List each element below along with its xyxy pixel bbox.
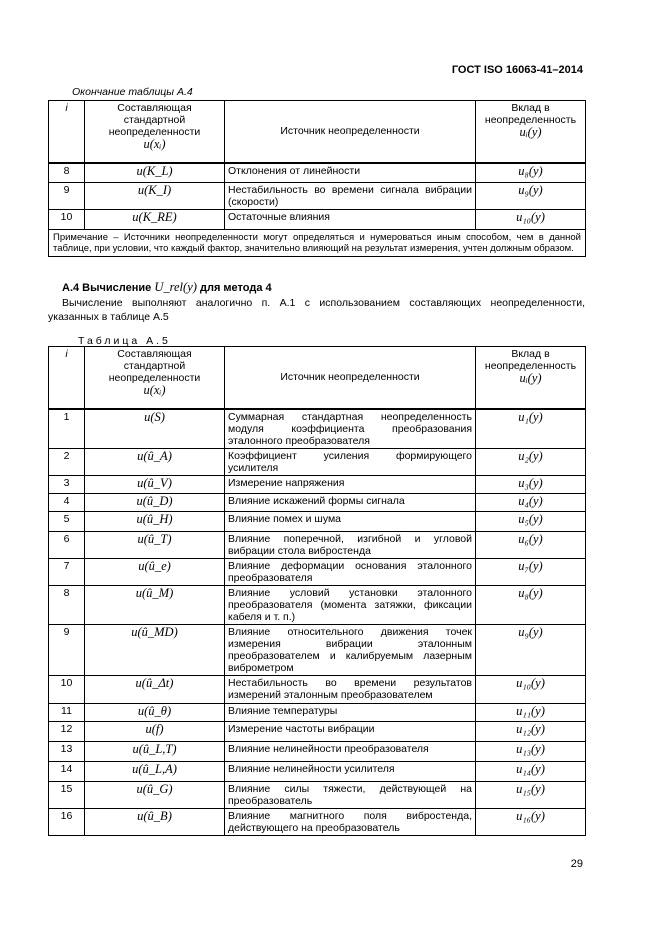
table-row: [49, 475, 586, 493]
cell-sym: u(û_V): [85, 475, 225, 493]
col-component-header: Составляющая стандартной неопределенности u(xᵢ): [85, 347, 225, 409]
cell-src: Влияние температуры: [225, 703, 476, 721]
cell-con: u₆(y): [476, 531, 586, 558]
cell-src: Суммарная стандартная неопределенность модуля коэффициента преобразования эталонного преобразователя: [225, 409, 476, 449]
cell-sym: u(S): [85, 409, 225, 449]
section-paragraph: Вычисление выполняют аналогично п. А.1 с использованием составляющих неопределенности, указанных в таблице А.5: [48, 297, 585, 323]
table-row: [49, 721, 586, 741]
table-row: [49, 761, 586, 781]
cell-sym: u(û_B): [85, 808, 225, 835]
table-row: [49, 511, 586, 531]
cell-i: 11: [49, 703, 85, 721]
cell-src: Влияние помех и шума: [225, 511, 476, 531]
table-row: [49, 585, 586, 624]
cell-src: Влияние поперечной, изгибной и угловой вибрации стола вибростенда: [225, 531, 476, 558]
cell-sym: u(û_T): [85, 531, 225, 558]
cell-src: Влияние деформации основания эталонного преобразователя: [225, 558, 476, 585]
cell-con: u₁₁(y): [476, 703, 586, 721]
cell-con: u₁₆(y): [476, 808, 586, 835]
cell-sym: u(û_G): [85, 781, 225, 808]
table-row: 10 u(K_RE) Остаточные влияния u₁₀(y): [49, 210, 586, 230]
table-row: 8 u(K_L) Отклонения от линейности u₈(y): [49, 163, 586, 183]
table-row: [49, 624, 586, 675]
cell-i: 15: [49, 781, 85, 808]
cell-src: Влияние магнитного поля вибростенда, действующего на преобразователь: [225, 808, 476, 835]
cell-con: u₂(y): [476, 448, 586, 475]
table-row: [49, 703, 586, 721]
table-row: [49, 558, 586, 585]
cell-i: 12: [49, 721, 85, 741]
cell-con: u₉(y): [476, 624, 586, 675]
cell-i: 10: [49, 675, 85, 703]
col-contribution-header: Вклад в неопределенность uᵢ(y): [476, 101, 586, 163]
table-a4: [48, 100, 586, 257]
cell-sym: u(û_MD): [85, 624, 225, 675]
table-row: [49, 675, 586, 703]
section-heading: А.4 Вычисление U_rel(y) для метода 4: [62, 280, 272, 294]
col-component-header: Составляющая стандартной неопределенности u(xᵢ): [85, 101, 225, 163]
table-a4-caption: Окончание таблицы А.4: [72, 86, 193, 98]
cell-sym: u(û_L,T): [85, 741, 225, 761]
table-row: [49, 741, 586, 761]
cell-con: u₅(y): [476, 511, 586, 531]
table-a5: [48, 346, 586, 836]
cell-con: u₈(y): [476, 585, 586, 624]
cell-sym: u(û_H): [85, 511, 225, 531]
cell-src: Влияние относительного движения точек измерения вибрации эталонным преобразователем и калибруемым лазерным виброметром: [225, 624, 476, 675]
cell-con: u₁₃(y): [476, 741, 586, 761]
cell-sym: u(û_Δt): [85, 675, 225, 703]
cell-i: 7: [49, 558, 85, 585]
document-code: ГОСТ ISO 16063-41–2014: [451, 64, 583, 76]
cell-src: Влияние условий установки эталонного преобразователя (момента затяжки, фиксации кабеля и т. п.): [225, 585, 476, 624]
table-row: [49, 448, 586, 475]
cell-i: 3: [49, 475, 85, 493]
cell-src: Влияние силы тяжести, действующей на преобразователь: [225, 781, 476, 808]
table-row: 9 u(K_I) Нестабильность во времени сигнала вибрации (скорости) u₉(y): [49, 183, 586, 210]
cell-sym: u(û_θ): [85, 703, 225, 721]
cell-i: 14: [49, 761, 85, 781]
cell-sym: u(û_D): [85, 493, 225, 511]
cell-src: Измерение напряжения: [225, 475, 476, 493]
table-row: [49, 781, 586, 808]
cell-con: u₄(y): [476, 493, 586, 511]
cell-src: Влияние нелинейности преобразователя: [225, 741, 476, 761]
cell-src: Коэффициент усиления формирующего усилителя: [225, 448, 476, 475]
col-source-header: Источник неопределенности: [225, 347, 476, 409]
cell-con: u₁₀(y): [476, 675, 586, 703]
table-row: [49, 531, 586, 558]
table-row: [49, 808, 586, 835]
page-number: 29: [570, 858, 583, 870]
cell-con: u₁₅(y): [476, 781, 586, 808]
table-a5-caption: Таблица А.5: [78, 335, 171, 347]
cell-i: 8: [49, 585, 85, 624]
col-contribution-header: Вклад в неопределенность uᵢ(y): [476, 347, 586, 409]
cell-src: Нестабильность во времени результатов измерений эталонным преобразователем: [225, 675, 476, 703]
cell-con: u₇(y): [476, 558, 586, 585]
table-row: [49, 493, 586, 511]
cell-sym: u(û_L,A): [85, 761, 225, 781]
cell-con: u₁₂(y): [476, 721, 586, 741]
cell-i: 16: [49, 808, 85, 835]
cell-i: 5: [49, 511, 85, 531]
cell-sym: u(û_e): [85, 558, 225, 585]
cell-src: Влияние нелинейности усилителя: [225, 761, 476, 781]
table-row: [49, 409, 586, 449]
cell-i: 1: [49, 409, 85, 449]
cell-i: 6: [49, 531, 85, 558]
cell-sym: u(û_A): [85, 448, 225, 475]
cell-i: 2: [49, 448, 85, 475]
cell-con: u₁₄(y): [476, 761, 586, 781]
cell-sym: u(û_M): [85, 585, 225, 624]
cell-con: u₃(y): [476, 475, 586, 493]
cell-src: Измерение частоты вибрации: [225, 721, 476, 741]
col-i-header: i: [49, 347, 85, 409]
cell-src: Влияние искажений формы сигнала: [225, 493, 476, 511]
col-i-header: i: [49, 101, 85, 163]
col-source-header: Источник неопределенности: [225, 101, 476, 163]
cell-i: 9: [49, 624, 85, 675]
cell-i: 13: [49, 741, 85, 761]
cell-con: u₁(y): [476, 409, 586, 449]
table-note: Примечание – Источники неопределенности могут определяться и нумероваться иным способом, чем в данной таблице, при условии, что каждый фактор, значительно влияющий на результат измерения, учтен должным образом.: [49, 230, 586, 257]
cell-sym: u(f): [85, 721, 225, 741]
cell-i: 4: [49, 493, 85, 511]
